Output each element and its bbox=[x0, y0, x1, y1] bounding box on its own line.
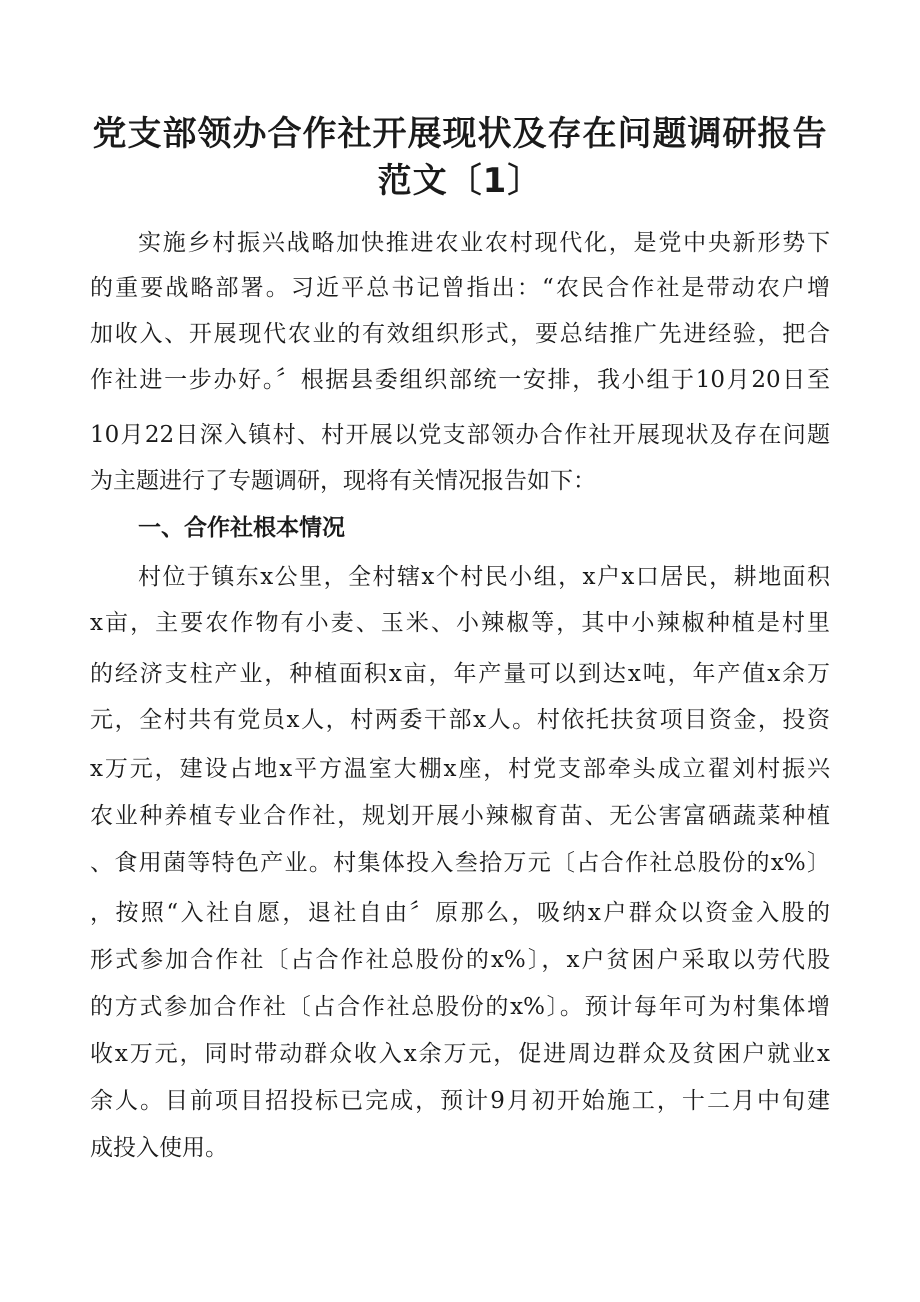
body-line: 、食用菌等特色产业。村集体投入叁拾万元〔占合作社总股份的x%〕 bbox=[90, 850, 830, 876]
section-heading: 一、合作社根本情况 bbox=[138, 515, 345, 541]
intro-line: 加收入、开展现代农业的有效组织形式，要总结推广先进经验，把合 bbox=[90, 321, 830, 347]
intro-line: 10月22日深入镇村、村开展以党支部领办合作社开展现状及存在问题 bbox=[90, 422, 830, 448]
body-line: x亩，主要农作物有小麦、玉米、小辣椒等，其中小辣椒种植是村里 bbox=[90, 610, 830, 636]
body-line: 村位于镇东x公里，全村辖x个村民小组，x户x口居民，耕地面积 bbox=[138, 564, 830, 590]
intro-line: 作社进一步办好。〞根据县委组织部统一安排，我小组于10月20日至 bbox=[90, 367, 830, 393]
document-title-line-2: 范文〔1〕 bbox=[377, 161, 543, 201]
intro-line: 实施乡村振兴战略加快推进农业农村现代化，是党中央新形势下 bbox=[138, 230, 830, 256]
body-line: 收x万元，同时带动群众收入x余万元，促进周边群众及贫困户就业x bbox=[90, 1041, 830, 1067]
body-line: 余人。目前项目招投标已完成，预计9月初开始施工，十二月中旬建 bbox=[90, 1088, 830, 1114]
body-line: 元，全村共有党员x人，村两委干部x人。村依托扶贫项目资金，投资 bbox=[90, 707, 830, 733]
body-line: 的方式参加合作社〔占合作社总股份的x%〕。预计每年可为村集体增 bbox=[90, 994, 830, 1020]
body-line: x万元，建设占地x平方温室大棚x座，村党支部牵头成立翟刘村振兴 bbox=[90, 756, 830, 782]
body-line: 的经济支柱产业，种植面积x亩，年产量可以到达x吨，年产值x余万 bbox=[90, 661, 830, 687]
body-line: 农业种养植专业合作社，规划开展小辣椒育苗、无公害富硒蔬菜种植 bbox=[90, 803, 830, 829]
body-line: 成投入使用。 bbox=[90, 1135, 228, 1161]
body-line: ，按照“入社自愿，退社自由〞原那么，吸纳x户群众以资金入股的 bbox=[90, 900, 830, 926]
body-line: 形式参加合作社〔占合作社总股份的x%〕，x户贫困户采取以劳代股 bbox=[90, 947, 830, 973]
intro-line: 的重要战略部署。习近平总书记曾指出：“农民合作社是带动农户增 bbox=[90, 275, 830, 301]
intro-line: 为主题进行了专题调研，现将有关情况报告如下： bbox=[90, 468, 596, 494]
document-title-line-1: 党支部领办合作社开展现状及存在问题调研报告 bbox=[92, 114, 828, 154]
